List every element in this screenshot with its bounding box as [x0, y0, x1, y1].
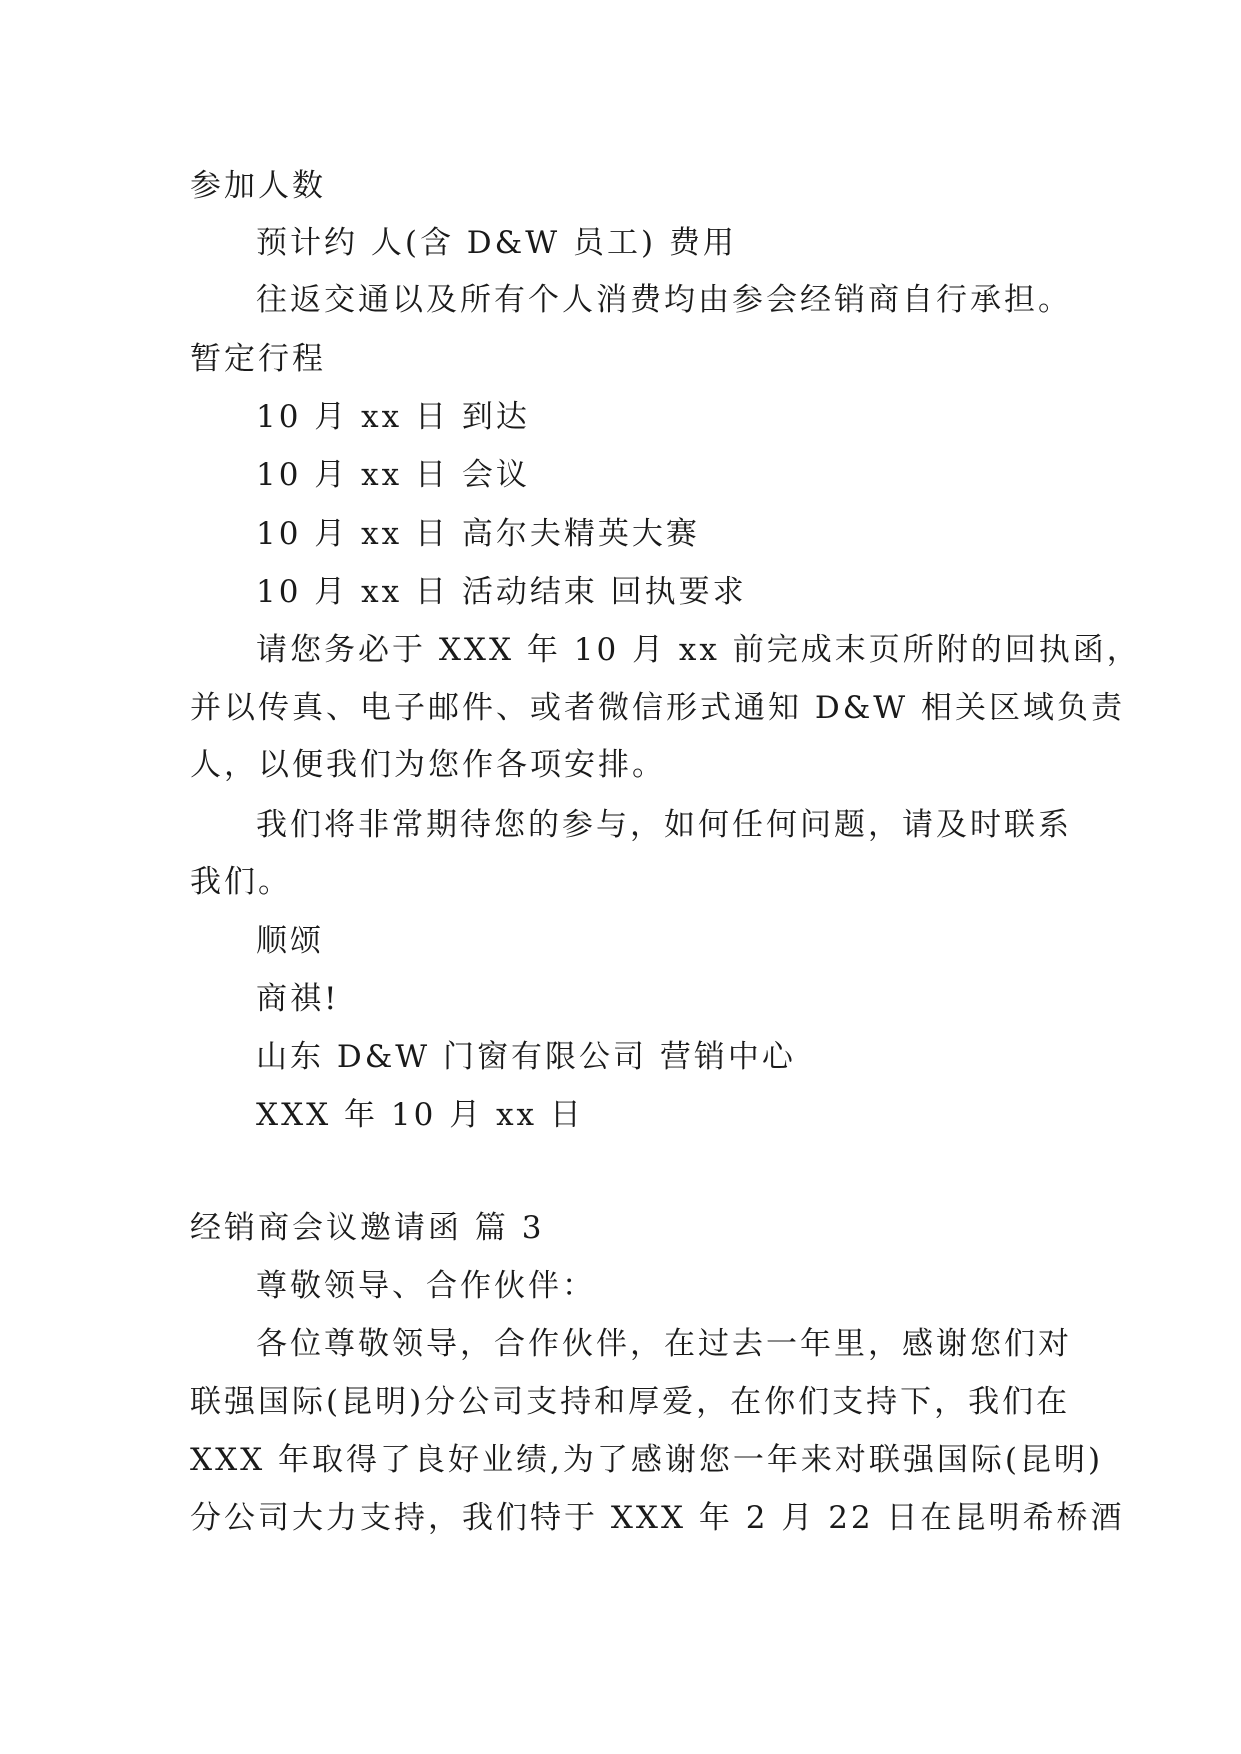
text-line: 分公司大力支持，我们特于 XXX 年 2 月 22 日在昆明希桥酒: [190, 1500, 1125, 1536]
text-line: 往返交通以及所有个人消费均由参会经销商自行承担。: [256, 282, 1072, 318]
signature-date: XXX 年 10 月 xx 日: [256, 1097, 584, 1133]
signature-company: 山东 D&W 门窗有限公司 营销中心: [256, 1039, 796, 1075]
text-line: XXX 年取得了良好业绩,为了感谢您一年来对联强国际(昆明): [190, 1442, 1104, 1478]
schedule-item: 10 月 xx 日 高尔夫精英大赛: [256, 516, 700, 552]
closing-line: 商祺!: [256, 981, 340, 1017]
schedule-item: 10 月 xx 日 活动结束 回执要求: [256, 574, 747, 610]
schedule-item: 10 月 xx 日 会议: [256, 457, 530, 493]
text-line: 我们。: [190, 864, 292, 900]
text-line: 并以传真、电子邮件、或者微信形式通知 D&W 相关区域负责: [190, 690, 1126, 726]
text-line: 各位尊敬领导，合作伙伴，在过去一年里，感谢您们对: [256, 1326, 1072, 1362]
text-line: 我们将非常期待您的参与，如何任何问题，请及时联系: [256, 807, 1072, 843]
closing-line: 顺颂: [256, 923, 324, 959]
text-line: 预计约 人(含 D&W 员工) 费用: [256, 225, 737, 261]
section-title: 经销商会议邀请函 篇 3: [190, 1210, 545, 1246]
schedule-item: 10 月 xx 日 到达: [256, 399, 530, 435]
text-line: 参加人数: [190, 168, 326, 204]
section-heading: 暂定行程: [190, 341, 326, 377]
text-line: 联强国际(昆明)分公司支持和厚爱，在你们支持下，我们在: [190, 1384, 1071, 1420]
salutation: 尊敬领导、合作伙伴：: [256, 1268, 596, 1304]
text-line: 人，以便我们为您作各项安排。: [190, 747, 666, 783]
text-line: 请您务必于 XXX 年 10 月 xx 前完成末页所附的回执函，: [256, 632, 1141, 668]
